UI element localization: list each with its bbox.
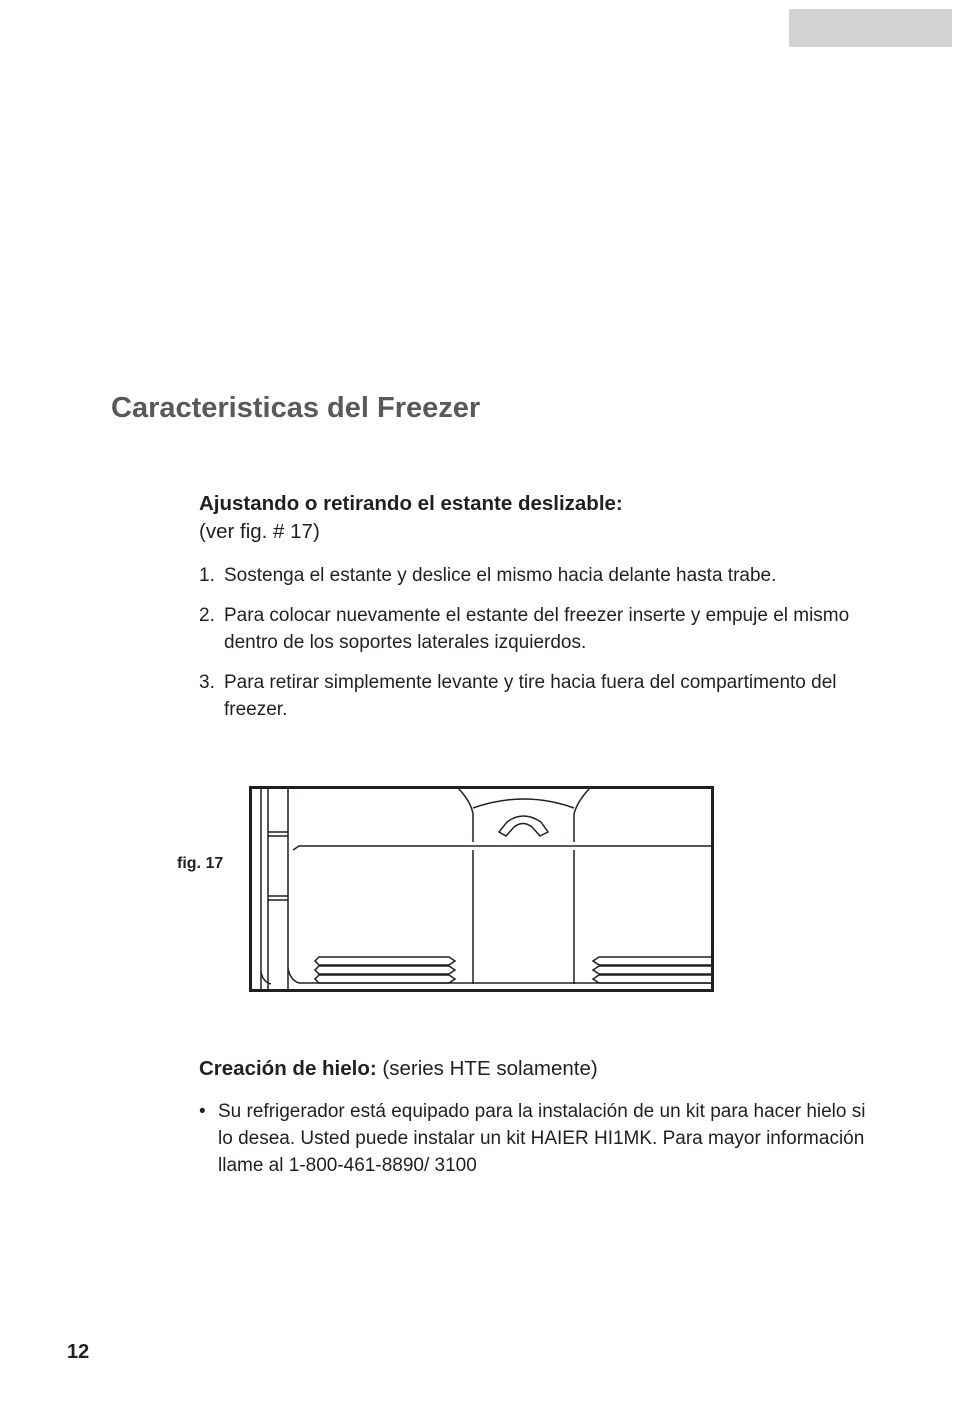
shelf-section-heading: Ajustando o retirando el estante deslizable:	[199, 492, 623, 515]
bullet-text: Su refrigerador está equipado para la instalación de un kit para hacer hielo si lo desea. Usted puede instalar un kit HAIER HI1MK. Para mayor información llame al 1-800-461-8890/ 3100	[218, 1101, 866, 1176]
figure-frame	[251, 788, 713, 991]
freezer-shelf-illustration	[249, 786, 714, 992]
step-number: 2.	[199, 605, 215, 626]
ceiling-duct	[459, 789, 473, 842]
vent-grille-left	[315, 957, 455, 983]
step-item	[199, 562, 871, 589]
step-text: Sostenga el estante y deslice el mismo hacia delante hasta trabe.	[224, 565, 777, 586]
step-text: Para colocar nuevamente el estante del freezer inserte y empuje el mismo dentro de los soportes laterales izquierdos.	[224, 605, 850, 653]
section-tab	[789, 9, 952, 47]
step-item	[199, 669, 871, 723]
ice-info-list	[199, 1098, 879, 1179]
ice-heading-note: (series HTE solamente)	[382, 1057, 598, 1080]
page-title: Caracteristicas del Freezer	[111, 392, 481, 424]
ice-heading-bold: Creación de hielo:	[199, 1057, 377, 1080]
ice-section-heading	[199, 1057, 598, 1081]
instruction-steps	[199, 562, 871, 736]
shelf-corner	[261, 972, 271, 984]
ceiling-duct	[473, 799, 574, 808]
step-number: 3.	[199, 672, 215, 693]
step-number: 1.	[199, 565, 215, 586]
page-number: 12	[67, 1341, 90, 1363]
bullet-icon: •	[199, 1101, 206, 1122]
shelf-corner	[288, 968, 299, 983]
vent-grille-right	[593, 957, 711, 983]
ceiling-duct	[574, 789, 589, 842]
shelf-edge	[293, 846, 711, 850]
step-text: Para retirar simplemente levante y tire hacia fuera del compartimento del freezer.	[224, 672, 837, 720]
figure-reference: (ver fig. # 17)	[199, 520, 320, 543]
vent-icon	[499, 816, 548, 836]
list-item	[199, 1098, 879, 1179]
figure-label: fig. 17	[177, 855, 224, 872]
step-item	[199, 602, 871, 656]
